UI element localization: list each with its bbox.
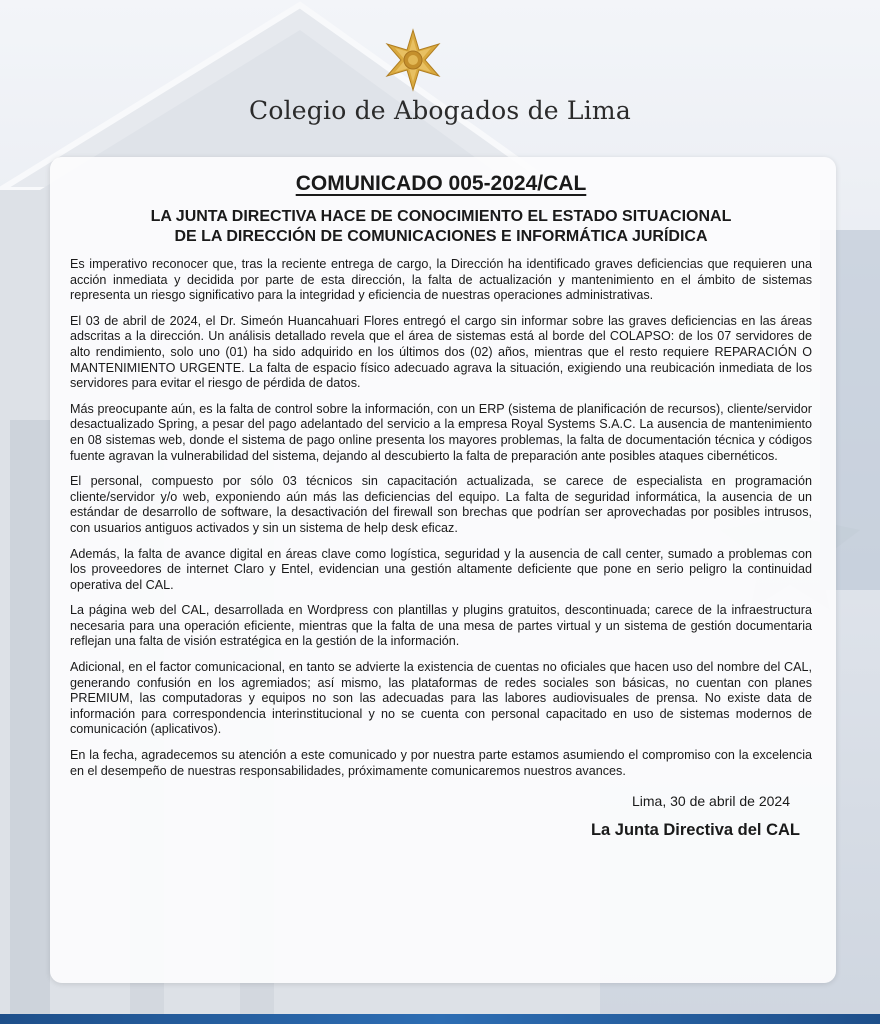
paragraph-1: Es imperativo reconocer que, tras la reciente entrega de cargo, la Dirección ha identificado graves deficiencias que requieren una acción inmediata y decidida por parte de esta dirección, la falta de actualización y mantenimiento en el ámbito de sistemas representa un riesgo significativo para la integridad y eficiencia de nuestras operaciones administrativas. — [70, 257, 812, 303]
paragraph-5: Además, la falta de avance digital en áreas clave como logística, seguridad y la ausencia de call center, sumado a problemas con los proveedores de internet Claro y Entel, evidencian una gestión altamente deficiente que pone en serio peligro la continuidad operativa del CAL. — [70, 546, 812, 592]
paragraph-3: Más preocupante aún, es la falta de control sobre la información, con un ERP (sistema de planificación de recursos), cliente/servidor desactualizado Spring, a pesar del pago adelantado del servicio a la empresa Royal Systems S.A.C. La ausencia de mantenimiento en 08 sistemas web, donde el sistema de pago online presenta los mayores problemas, la falta de documentación técnica y códigos fuente agravan la vulnerabilidad del sistema, dejando al descubierto la falta de preparación ante posibles ataques cibernéticos. — [70, 401, 812, 463]
organization-name: Colegio de Abogados de Lima — [249, 96, 631, 125]
star-logo-icon — [381, 28, 445, 92]
subtitle-line-1: LA JUNTA DIRECTIVA HACE DE CONOCIMIENTO EL ESTADO SITUACIONAL — [150, 208, 732, 225]
paragraph-7: Adicional, en el factor comunicacional, en tanto se advierte la existencia de cuentas no oficiales que hacen uso del nombre del CAL, generando confusión en los agremiados; así mismo, las plataformas de redes sociales son básicas, no cuentan con planes PREMIUM, las computadoras y equipos no son las adecuadas para las labores audiovisuales de prensa. No existe data de información para correspondencia interinstitucional y no se cuenta con personal capacitado en uso de sistemas modernos de comunicación (aplicativos). — [70, 660, 812, 737]
paragraph-6: La página web del CAL, desarrollada en Wordpress con plantillas y plugins gratuitos, descontinuada; carece de la infraestructura necesaria para una operación eficiente, mientras que la falta de una mesa de partes virtual y un sistema de gestión documentaria reflejan una falta de visión estratégica en la gestión de la información. — [70, 603, 812, 649]
communique-title: COMUNICADO 005-2024/CAL — [295, 172, 587, 195]
signature: La Junta Directiva del CAL — [590, 821, 800, 840]
subtitle-line-2: DE LA DIRECCIÓN DE COMUNICACIONES E INFORMÁTICA JURÍDICA — [174, 228, 708, 245]
paragraph-4: El personal, compuesto por sólo 03 técnicos sin capacitación actualizada, se carece de especialista en programación cliente/servidor y/o web, exponiendo aún más las deficiencias del equipo. La falta de seguridad informática, la ausencia de un estándar de desarrollo de software, la desactivación del firewall son brechas que podrían ser aprovechadas por posibles intrusos, con usuarios antiguos activados y sin un sistema de help desk eficaz. — [70, 474, 812, 535]
communique-card — [50, 157, 836, 983]
bottom-accent-bar — [0, 1014, 880, 1024]
communique-subtitle — [70, 207, 812, 247]
place-date: Lima, 30 de abril de 2024 — [632, 793, 790, 810]
paragraph-2: El 03 de abril de 2024, el Dr. Simeón Huancahuari Flores entregó el cargo sin informar sobre las graves deficiencias en las áreas adscritas a la dirección. Un análisis detallado revela que el área de sistemas está al borde del COLAPSO: de los 07 servidores de alto rendimiento, solo uno (01) ha sido adquirido en los últimos dos (02) años, mientras que el resto requiere REPARACIÓN O MANTENIMIENTO URGENTE. La falta de espacio físico adecuado agrava la situación, exigiendo una reubicación inmediata de los servidores para evitar el riesgo de pérdida de datos. — [70, 313, 812, 391]
paragraph-8: En la fecha, agradecemos su atención a este comunicado y por nuestra parte estamos asumiendo el compromiso con la excelencia en el desempeño de nuestras responsabilidades, próximamente comunicaremos nuestros avances. — [70, 748, 812, 778]
